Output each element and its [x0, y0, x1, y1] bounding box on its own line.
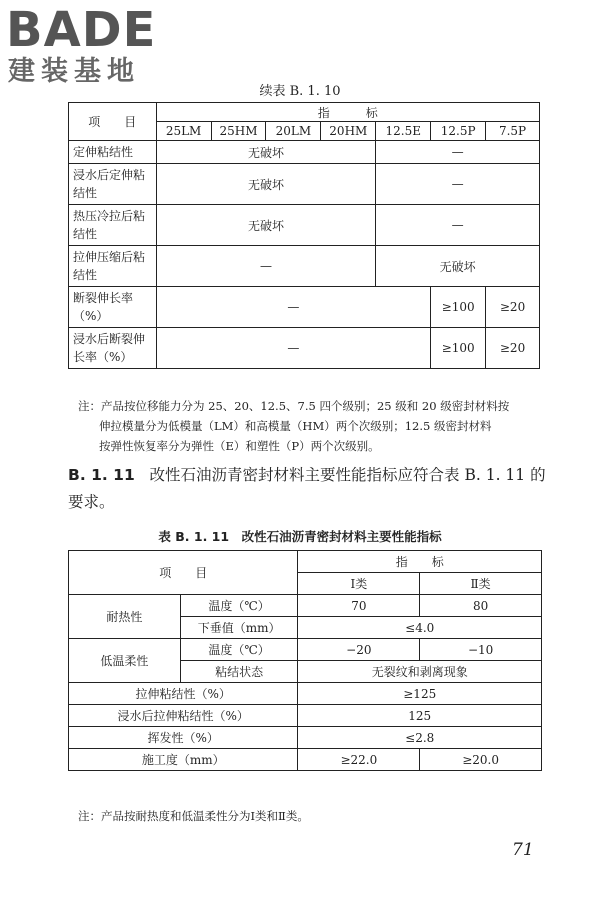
sub-label: 粘结状态: [180, 661, 298, 683]
row-label: 低温柔性: [69, 639, 181, 683]
logo-main: BADE: [6, 2, 157, 58]
cell: —: [376, 141, 540, 164]
section-number: B. 1. 11: [68, 466, 135, 484]
cell: —: [376, 205, 540, 246]
row-label: 浸水后定伸粘结性: [69, 164, 157, 205]
table-row: [69, 164, 540, 205]
table-b-1-11: [68, 550, 542, 771]
row-label: 浸水后拉伸粘结性（%）: [69, 705, 298, 727]
col-header: 25HM: [211, 122, 266, 141]
col-header: 12.5E: [376, 122, 431, 141]
logo: [6, 4, 156, 88]
col-header: 20HM: [321, 122, 376, 141]
row-label: 耐热性: [69, 595, 181, 639]
cell: 80: [420, 595, 542, 617]
col-header: 25LM: [156, 122, 211, 141]
class-header: Ⅱ类: [420, 573, 542, 595]
col-header: 12.5P: [431, 122, 486, 141]
cell: ≥125: [298, 683, 542, 705]
cell: 无破坏: [156, 164, 376, 205]
table1-caption: 续表 B. 1. 10: [259, 84, 341, 99]
cell: 70: [298, 595, 420, 617]
cell: ≥20: [486, 328, 540, 369]
cell: 125: [298, 705, 542, 727]
sub-label: 温度（℃）: [180, 595, 298, 617]
row-label: 施工度（mm）: [69, 749, 298, 771]
cell: ≥22.0: [298, 749, 420, 771]
table-row: [69, 246, 540, 287]
section-text: 改性石油沥青密封材料主要性能指标应符合表 B. 1. 11 的要求。: [68, 466, 546, 511]
table-row: [69, 749, 542, 771]
sub-label: 下垂值（mm）: [180, 617, 298, 639]
col-header: 7.5P: [486, 122, 540, 141]
page-number: 71: [512, 840, 534, 860]
sub-label: 温度（℃）: [180, 639, 298, 661]
note-line: 注：产品按位移能力分为 25、20、12.5、7.5 四个级别；25 级和 20 级密封材料按: [78, 399, 510, 413]
logo-sub: 建装基地: [8, 56, 140, 87]
row-label: 拉伸粘结性（%）: [69, 683, 298, 705]
cell: ≤2.8: [298, 727, 542, 749]
cell: 无破坏: [156, 205, 376, 246]
item-header: 项 目: [69, 551, 298, 595]
index-header: 指 标: [298, 551, 542, 573]
cell: ≥100: [431, 328, 486, 369]
cell: −10: [420, 639, 542, 661]
index-header: 指 标: [156, 103, 539, 122]
table2-note: 注：产品按耐热度和低温柔性分为Ⅰ类和Ⅱ类。: [78, 809, 309, 823]
row-label: 拉伸压缩后粘结性: [69, 246, 157, 287]
cell: —: [376, 164, 540, 205]
cell: 无破坏: [156, 141, 376, 164]
row-label: 断裂伸长率（%）: [69, 287, 157, 328]
row-label: 热压冷拉后粘结性: [69, 205, 157, 246]
note-line: 按弹性恢复率分为弹性（E）和塑性（P）两个次级别。: [99, 439, 380, 453]
cell: —: [156, 246, 376, 287]
table-row: [69, 705, 542, 727]
note-line: 伸拉模量分为低模量（LM）和高模量（HM）两个次级别；12.5 级密封材料: [99, 419, 492, 433]
cell: ≤4.0: [298, 617, 542, 639]
table-b-1-10: [68, 102, 540, 369]
table-row: [69, 328, 540, 369]
cell: ≥20.0: [420, 749, 542, 771]
cell: ≥20: [486, 287, 540, 328]
row-label: 挥发性（%）: [69, 727, 298, 749]
cell: —: [156, 287, 431, 328]
table2-caption: 表 B. 1. 11 改性石油沥青密封材料主要性能指标: [158, 529, 442, 544]
row-label: 定伸粘结性: [69, 141, 157, 164]
table1-note: [78, 396, 509, 456]
table-row: [69, 205, 540, 246]
table-row: [69, 287, 540, 328]
cell: —: [156, 328, 431, 369]
section-b-1-11: [68, 462, 548, 516]
table-row: [69, 683, 542, 705]
table-row: [69, 141, 540, 164]
row-label: 浸水后断裂伸长率（%）: [69, 328, 157, 369]
cell: 无破坏: [376, 246, 540, 287]
table-row: [69, 727, 542, 749]
cell: 无裂纹和剥离现象: [298, 661, 542, 683]
cell: −20: [298, 639, 420, 661]
class-header: Ⅰ类: [298, 573, 420, 595]
col-header: 20LM: [266, 122, 321, 141]
item-header: 项 目: [69, 103, 157, 141]
cell: ≥100: [431, 287, 486, 328]
